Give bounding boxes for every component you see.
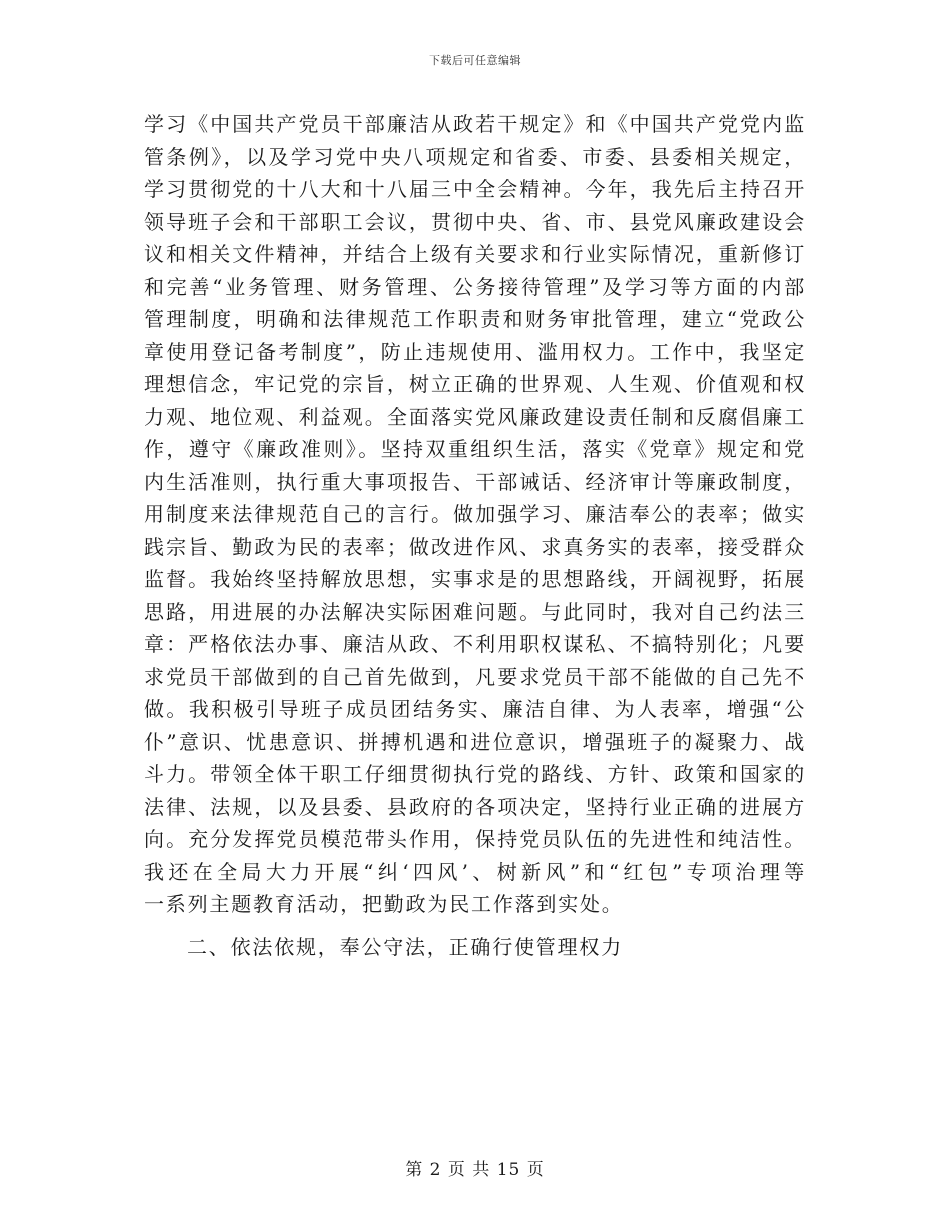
text-line: 议和相关文件精神，并结合上级有关要求和行业实际情况，重新修订 <box>144 242 806 266</box>
text-line: 章：严格依法办事、廉洁从政、不利用职权谋私、不搞特别化；凡要 <box>144 632 806 656</box>
page-footer: 第 2 页 共 15 页 <box>405 1160 545 1180</box>
text-line: 法律、法规，以及县委、县政府的各项决定，坚持行业正确的进展方 <box>144 794 806 819</box>
text-line: 章使用登记备考制度”，防止违规使用、滥用权力。工作中，我坚定 <box>144 339 806 364</box>
text-line: 学习贯彻党的十八大和十八届三中全会精神。今年，我先后主持召开 <box>144 177 806 201</box>
text-line: 学习《中国共产党员干部廉洁从政若干规定》和《中国共产党党内监 <box>144 112 806 136</box>
text-line: 斗力。带领全体干职工仔细贯彻执行党的路线、方针、政策和国家的 <box>144 762 806 786</box>
text-line: 作，遵守《廉政准则》。坚持双重组织生活，落实《党章》规定和党 <box>144 437 806 461</box>
text-line: 做。我积极引导班子成员团结务实、廉洁自律、为人表率，增强“公 <box>144 697 806 721</box>
text-line: 管条例》，以及学习党中央八项规定和省委、市委、县委相关规定， <box>144 144 806 169</box>
text-line: 思路，用进展的办法解决实际困难问题。与此同时，我对自己约法三 <box>144 599 806 624</box>
text-line: 管理制度，明确和法律规范工作职责和财务审批管理，建立“党政公 <box>144 307 806 331</box>
text-line: 内生活准则，执行重大事项报告、干部诫话、经济审计等廉政制度， <box>144 469 806 494</box>
text-line: 和完善“业务管理、财务管理、公务接待管理”及学习等方面的内部 <box>144 274 806 299</box>
text-line: 用制度来法律规范自己的言行。做加强学习、廉洁奉公的表率；做实 <box>144 502 806 526</box>
text-line: 理想信念，牢记党的宗旨，树立正确的世界观、人生观、价值观和权 <box>144 372 806 396</box>
text-line: 领导班子会和干部职工会议，贯彻中央、省、市、县党风廉政建设会 <box>144 209 806 234</box>
section-heading: 二、依法依规，奉公守法，正确行使管理权力 <box>187 934 623 959</box>
text-line: 监督。我始终坚持解放思想，实事求是的思想路线，开阔视野，拓展 <box>144 567 806 591</box>
text-line: 我还在全局大力开展“纠‘四风’、树新风”和“红包”专项治理等 <box>144 859 806 884</box>
text-line: 向。充分发挥党员模范带头作用，保持党员队伍的先进性和纯洁性。 <box>144 827 806 851</box>
text-line: 践宗旨、勤政为民的表率；做改进作风、求真务实的表率，接受群众 <box>144 534 806 559</box>
page-header: 下载后可任意编辑 <box>429 54 521 67</box>
text-line: 一系列主题教育活动，把勤政为民工作落到实处。 <box>144 892 624 916</box>
body-paragraph <box>144 108 806 921</box>
text-line: 仆”意识、忧患意识、拼搏机遇和进位意识，增强班子的凝聚力、战 <box>144 729 806 754</box>
text-line: 求党员干部做到的自己首先做到，凡要求党员干部不能做的自己先不 <box>144 664 806 689</box>
text-line: 力观、地位观、利益观。全面落实党风廉政建设责任制和反腐倡廉工 <box>144 404 806 429</box>
document-body <box>144 108 806 963</box>
